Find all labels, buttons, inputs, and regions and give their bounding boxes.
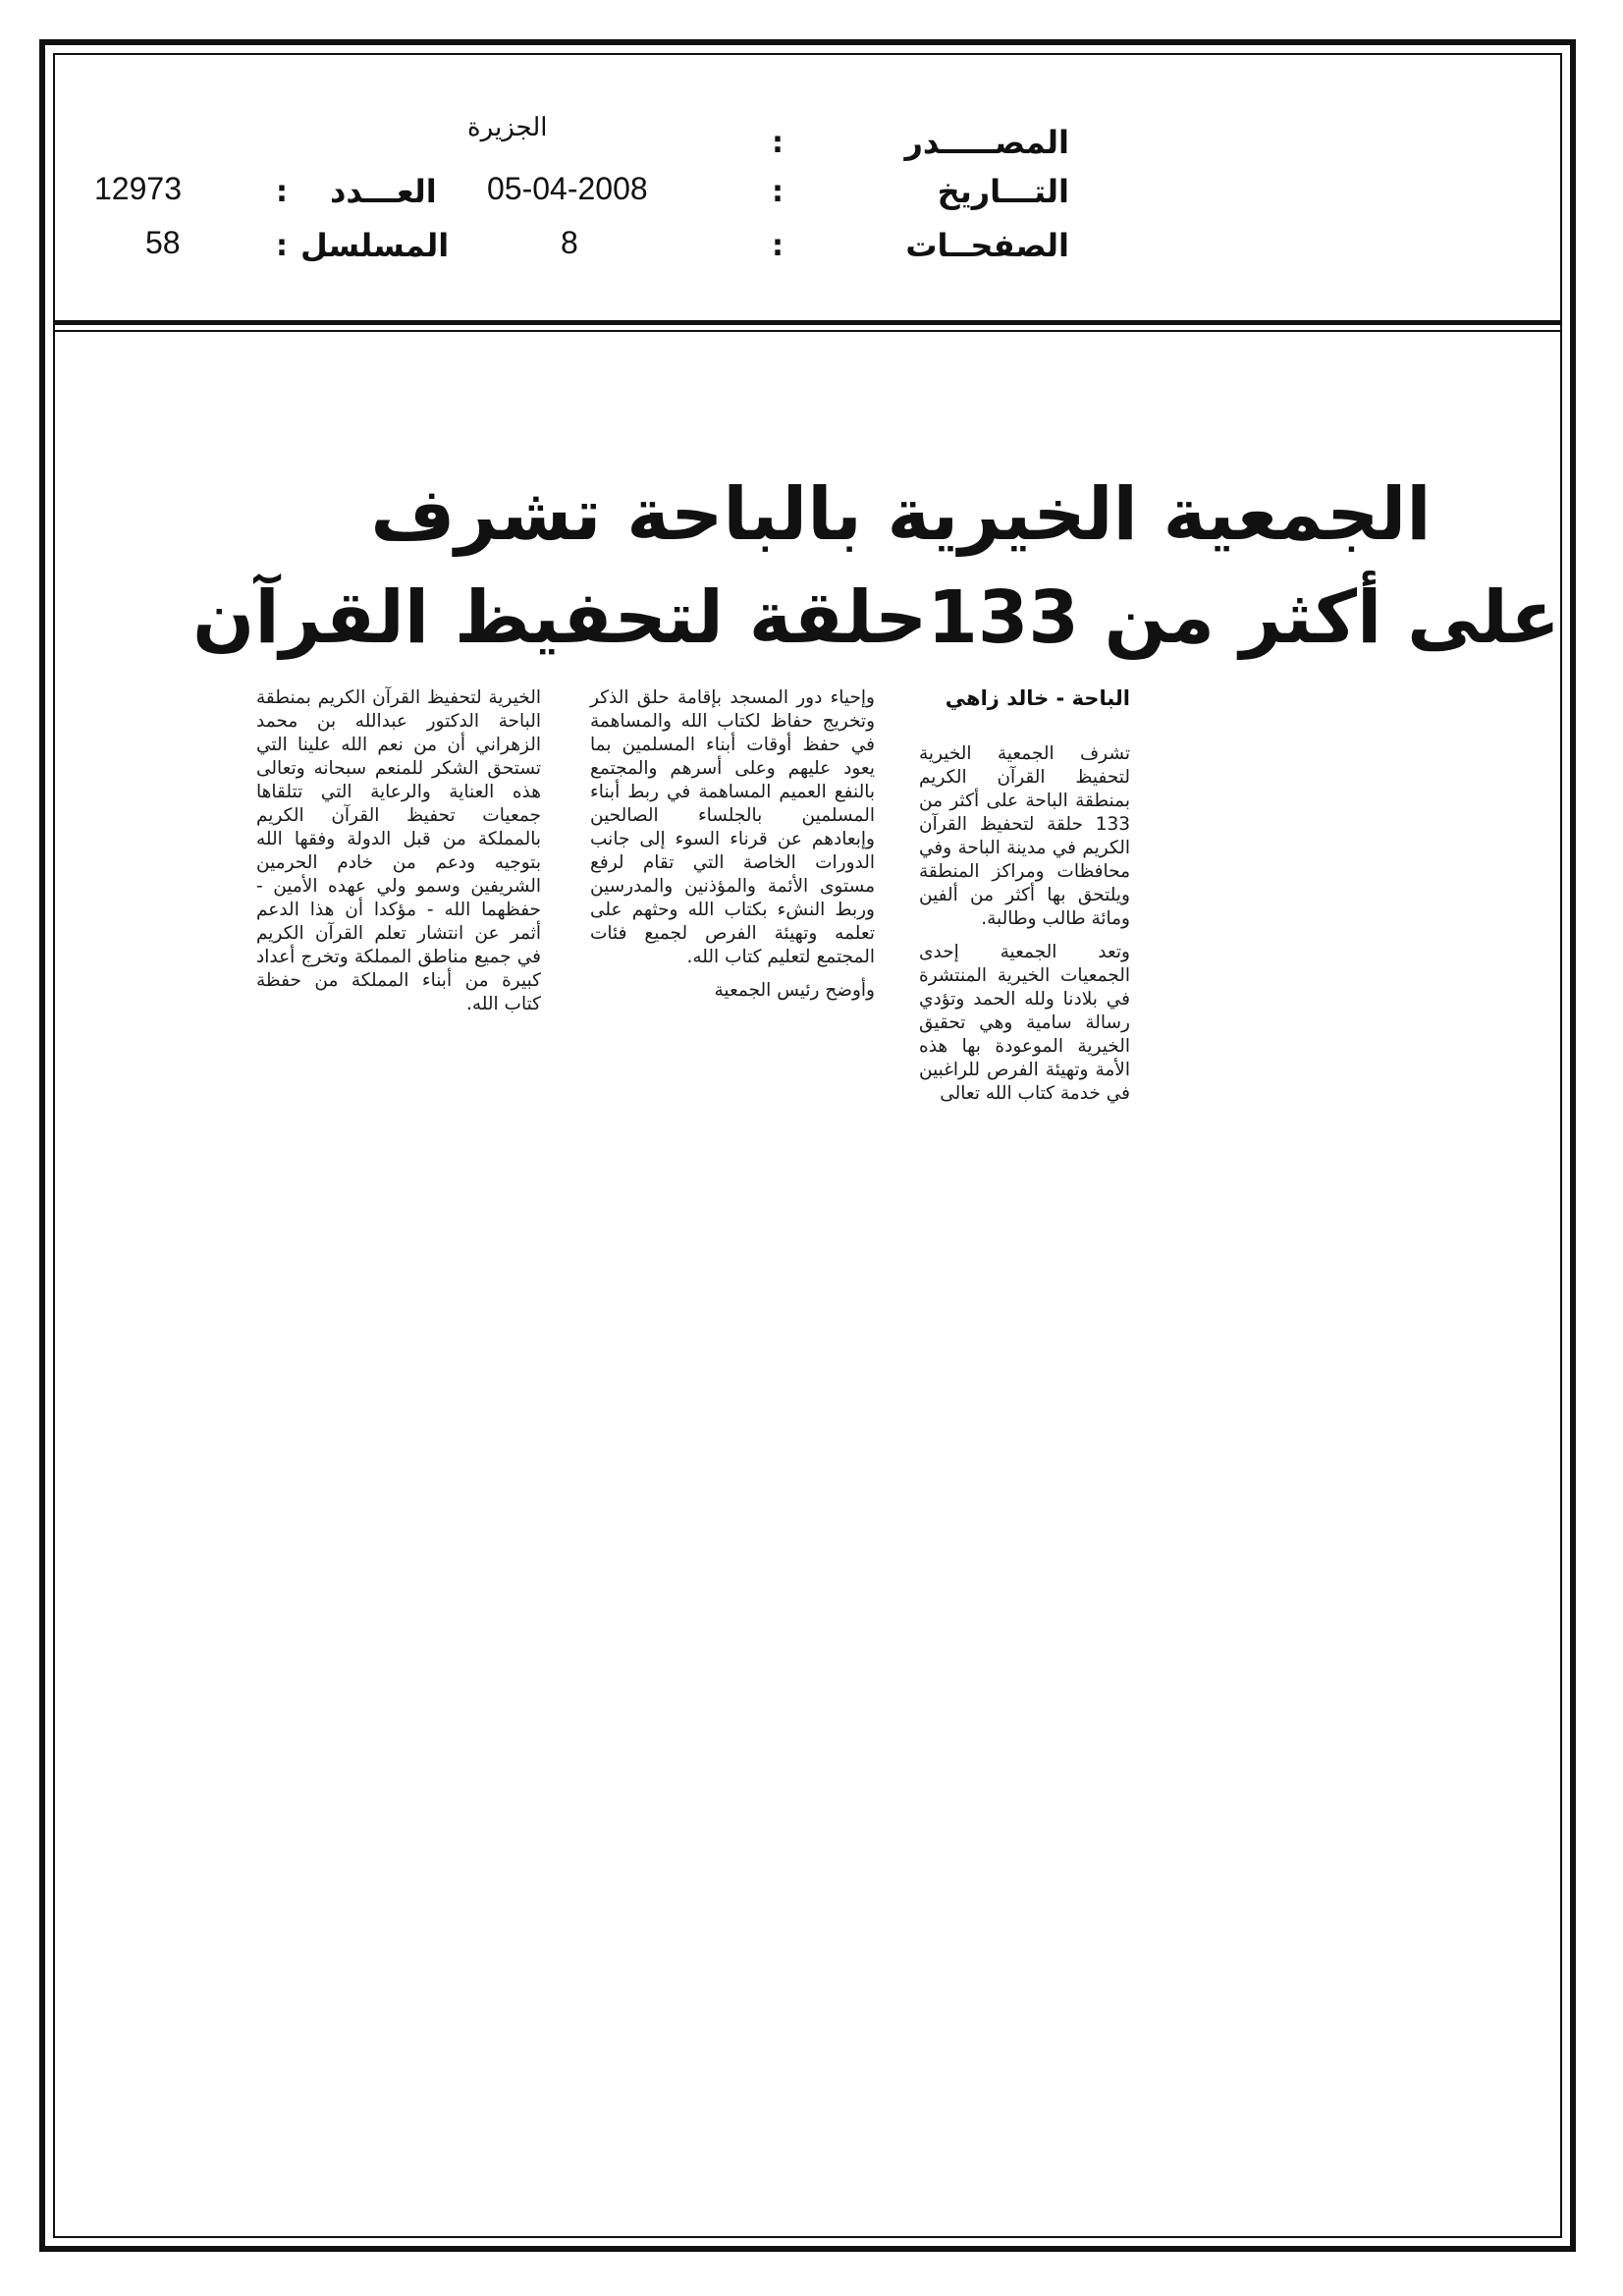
serial-colon: : <box>276 229 288 263</box>
pages-colon: : <box>772 229 784 263</box>
date-label: التـــاريخ <box>937 173 1069 210</box>
article-headline-line2: على أكثر من 133حلقة لتحفيظ القرآن <box>192 575 1560 660</box>
pages-label: الصفحــات <box>905 227 1069 264</box>
article-paragraph: الخيرية لتحفيظ القرآن الكريم بمنطقة الباحة الدكتور عبدالله بن محمد الزهراني أن من نعم الله علينا التي تستحق الشكر للمنعم سبحانه وتعالى هذه العناية والرعاية التي تتلقاها جمعيات تحفيظ القرآن الكريم بالمملكة من قبل الدولة وفقها الله بتوجيه ودعم من خادم الحرمين الشريفين وسمو ولي عهده الأمين - حفظهما الله - مؤكدا أن هذا الدعم أثمر عن انتشار تعلم القرآن الكريم في جميع مناطق المملكة وتخرج أعداد كبيرة من أبناء المملكة من حفظة كتاب الله. <box>256 687 541 1014</box>
issue-value: 12973 <box>94 171 182 206</box>
source-value: الجزيرة <box>467 112 548 141</box>
issue-colon: : <box>276 175 288 209</box>
date-colon: : <box>772 175 784 209</box>
header-divider-thin <box>55 330 1560 332</box>
pages-value: 8 <box>561 225 578 260</box>
article-paragraph: تشرف الجمعية الخيرية لتحفيظ القرآن الكريم بمنطقة الباحة على أكثر من 133 حلقة لتحفيظ القرآن الكريم في مدينة الباحة وفي محافظات ومراكز المنطقة ويلتحق بها أكثر من ألفين ومائة طالب وطالبة. <box>919 743 1130 929</box>
article-headline-line1: الجمعية الخيرية بالباحة تشرف <box>370 472 1432 557</box>
clipping-header <box>55 55 1560 320</box>
source-label: المصـــــدر <box>904 124 1069 161</box>
serial-label: المسلسل <box>300 227 450 264</box>
article-paragraph: وإحياء دور المسجد بإقامة حلق الذكر وتخريج حفاظ لكتاب الله والمساهمة في حفظ أوقات أبناء المسلمين بما يعود عليهم وعلى أسرهم والمجتمع بالنفع العميم المساهمة في ربط أبناء المسلمين بالجلساء الصالحين وإبعادهم عن قرناء السوء إلى جانب الدورات الخاصة التي تقام لرفع مستوى الأئمة والمؤذنين والمدرسين وربط النشء بكتاب الله وحثهم على تعلمه وتهيئة الفرص لجميع فئات المجتمع لتعليم كتاب الله. <box>590 687 875 967</box>
article-column-left <box>256 686 541 1016</box>
header-divider-thick <box>55 320 1560 325</box>
issue-label: العـــدد <box>330 173 437 210</box>
article-column-right <box>919 742 1130 1106</box>
page-frame <box>39 39 1576 2252</box>
article-paragraph: وتعد الجمعية إحدى الجمعيات الخيرية المنتشرة في بلادنا ولله الحمد وتؤدي رسالة سامية وهي تحقيق الخيرية الموعودة بها هذه الأمة وتهيئة الفرص للراغبين في خدمة كتاب الله تعالى <box>919 942 1130 1104</box>
article-byline: الباحة - خالد زاهي <box>945 686 1130 710</box>
article-column-middle <box>590 686 875 1003</box>
date-value: 05-04-2008 <box>487 171 648 206</box>
article-paragraph: وأوضح رئيس الجمعية <box>714 980 875 1001</box>
serial-value: 58 <box>145 225 181 260</box>
source-colon: : <box>772 126 784 160</box>
page-inner-frame <box>53 53 1562 2238</box>
